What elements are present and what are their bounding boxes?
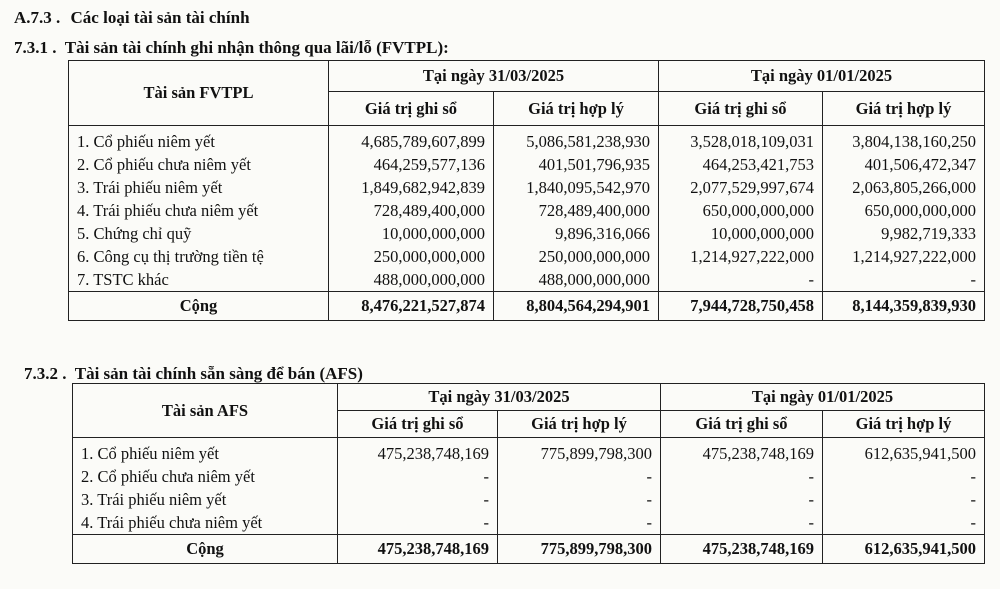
row-value: 250,000,000,000 <box>329 245 494 268</box>
row-value: 3,528,018,109,031 <box>659 126 823 154</box>
table-row <box>69 268 985 292</box>
fvtpl-table <box>68 60 985 321</box>
afs-col-fair-1: Giá trị hợp lý <box>498 411 661 438</box>
table-row <box>69 176 985 199</box>
section-number: A.7.3 . <box>14 8 61 27</box>
total-label: Cộng <box>73 535 338 564</box>
table-row <box>73 438 985 466</box>
row-value: 488,000,000,000 <box>494 268 659 292</box>
total-value: 7,944,728,750,458 <box>659 292 823 321</box>
row-value: 1,214,927,222,000 <box>823 245 985 268</box>
table-row <box>73 465 985 488</box>
row-value: - <box>823 268 985 292</box>
section-title: Các loại tài sản tài chính <box>70 8 250 27</box>
total-value: 775,899,798,300 <box>498 535 661 564</box>
row-label: 5. Chứng chỉ quỹ <box>69 222 329 245</box>
row-value: - <box>338 488 498 511</box>
table-row <box>69 245 985 268</box>
afs-col-fair-2: Giá trị hợp lý <box>823 411 985 438</box>
row-value: 650,000,000,000 <box>659 199 823 222</box>
row-value: - <box>661 511 823 535</box>
afs-period1: Tại ngày 31/03/2025 <box>338 384 661 411</box>
row-value: 401,506,472,347 <box>823 153 985 176</box>
row-value: - <box>823 488 985 511</box>
total-label: Cộng <box>69 292 329 321</box>
row-value: 1,849,682,942,839 <box>329 176 494 199</box>
table-row <box>69 222 985 245</box>
row-value: - <box>338 511 498 535</box>
row-value: - <box>338 465 498 488</box>
row-value: 3,804,138,160,250 <box>823 126 985 154</box>
fvtpl-heading <box>14 38 449 58</box>
table-row <box>69 153 985 176</box>
row-value: 650,000,000,000 <box>823 199 985 222</box>
row-label: 3. Trái phiếu niêm yết <box>69 176 329 199</box>
row-value: - <box>661 488 823 511</box>
fvtpl-body <box>69 126 985 321</box>
row-value: 9,896,316,066 <box>494 222 659 245</box>
afs-row-header: Tài sản AFS <box>73 384 338 438</box>
fvtpl-col-fair-1: Giá trị hợp lý <box>494 92 659 126</box>
afs-heading <box>24 364 363 384</box>
afs-title: Tài sản tài chính sẵn sàng để bán (AFS) <box>74 364 363 383</box>
afs-number: 7.3.2 . <box>24 364 67 383</box>
row-value: 2,077,529,997,674 <box>659 176 823 199</box>
row-value: 1,214,927,222,000 <box>659 245 823 268</box>
total-value: 612,635,941,500 <box>823 535 985 564</box>
total-row <box>69 292 985 321</box>
row-value: 475,238,748,169 <box>338 438 498 466</box>
total-value: 475,238,748,169 <box>338 535 498 564</box>
total-value: 8,476,221,527,874 <box>329 292 494 321</box>
afs-body <box>73 438 985 564</box>
row-value: - <box>823 511 985 535</box>
row-value: 10,000,000,000 <box>659 222 823 245</box>
total-value: 8,804,564,294,901 <box>494 292 659 321</box>
table-row <box>73 488 985 511</box>
row-label: 7. TSTC khác <box>69 268 329 292</box>
table-row <box>69 126 985 154</box>
row-value: 728,489,400,000 <box>494 199 659 222</box>
row-value: - <box>823 465 985 488</box>
row-label: 4. Trái phiếu chưa niêm yết <box>73 511 338 535</box>
fvtpl-number: 7.3.1 . <box>14 38 57 57</box>
row-label: 4. Trái phiếu chưa niêm yết <box>69 199 329 222</box>
total-value: 8,144,359,839,930 <box>823 292 985 321</box>
row-label: 6. Công cụ thị trường tiền tệ <box>69 245 329 268</box>
row-value: 10,000,000,000 <box>329 222 494 245</box>
row-value: 2,063,805,266,000 <box>823 176 985 199</box>
row-value: 401,501,796,935 <box>494 153 659 176</box>
row-value: 464,253,421,753 <box>659 153 823 176</box>
row-value: - <box>498 488 661 511</box>
table-row <box>69 199 985 222</box>
row-value: 250,000,000,000 <box>494 245 659 268</box>
row-value: - <box>498 511 661 535</box>
row-value: - <box>659 268 823 292</box>
row-value: 1,840,095,542,970 <box>494 176 659 199</box>
fvtpl-col-fair-2: Giá trị hợp lý <box>823 92 985 126</box>
row-value: - <box>498 465 661 488</box>
row-value: 464,259,577,136 <box>329 153 494 176</box>
row-value: - <box>661 465 823 488</box>
row-value: 612,635,941,500 <box>823 438 985 466</box>
row-value: 775,899,798,300 <box>498 438 661 466</box>
row-label: 2. Cổ phiếu chưa niêm yết <box>69 153 329 176</box>
total-row <box>73 535 985 564</box>
fvtpl-col-book-2: Giá trị ghi sổ <box>659 92 823 126</box>
row-value: 9,982,719,333 <box>823 222 985 245</box>
afs-col-book-2: Giá trị ghi sổ <box>661 411 823 438</box>
afs-table <box>72 383 985 564</box>
table-row <box>73 511 985 535</box>
row-label: 2. Cổ phiếu chưa niêm yết <box>73 465 338 488</box>
fvtpl-period2: Tại ngày 01/01/2025 <box>659 61 985 92</box>
row-value: 4,685,789,607,899 <box>329 126 494 154</box>
row-value: 5,086,581,238,930 <box>494 126 659 154</box>
row-value: 488,000,000,000 <box>329 268 494 292</box>
fvtpl-period1: Tại ngày 31/03/2025 <box>329 61 659 92</box>
section-heading <box>14 8 250 28</box>
row-label: 3. Trái phiếu niêm yết <box>73 488 338 511</box>
row-label: 1. Cổ phiếu niêm yết <box>73 438 338 466</box>
row-value: 475,238,748,169 <box>661 438 823 466</box>
afs-col-book-1: Giá trị ghi sổ <box>338 411 498 438</box>
row-label: 1. Cổ phiếu niêm yết <box>69 126 329 154</box>
fvtpl-title: Tài sản tài chính ghi nhận thông qua lãi/lỗ (FVTPL): <box>64 38 449 57</box>
fvtpl-row-header: Tài sản FVTPL <box>69 61 329 126</box>
row-value: 728,489,400,000 <box>329 199 494 222</box>
afs-period2: Tại ngày 01/01/2025 <box>661 384 985 411</box>
fvtpl-col-book-1: Giá trị ghi sổ <box>329 92 494 126</box>
total-value: 475,238,748,169 <box>661 535 823 564</box>
